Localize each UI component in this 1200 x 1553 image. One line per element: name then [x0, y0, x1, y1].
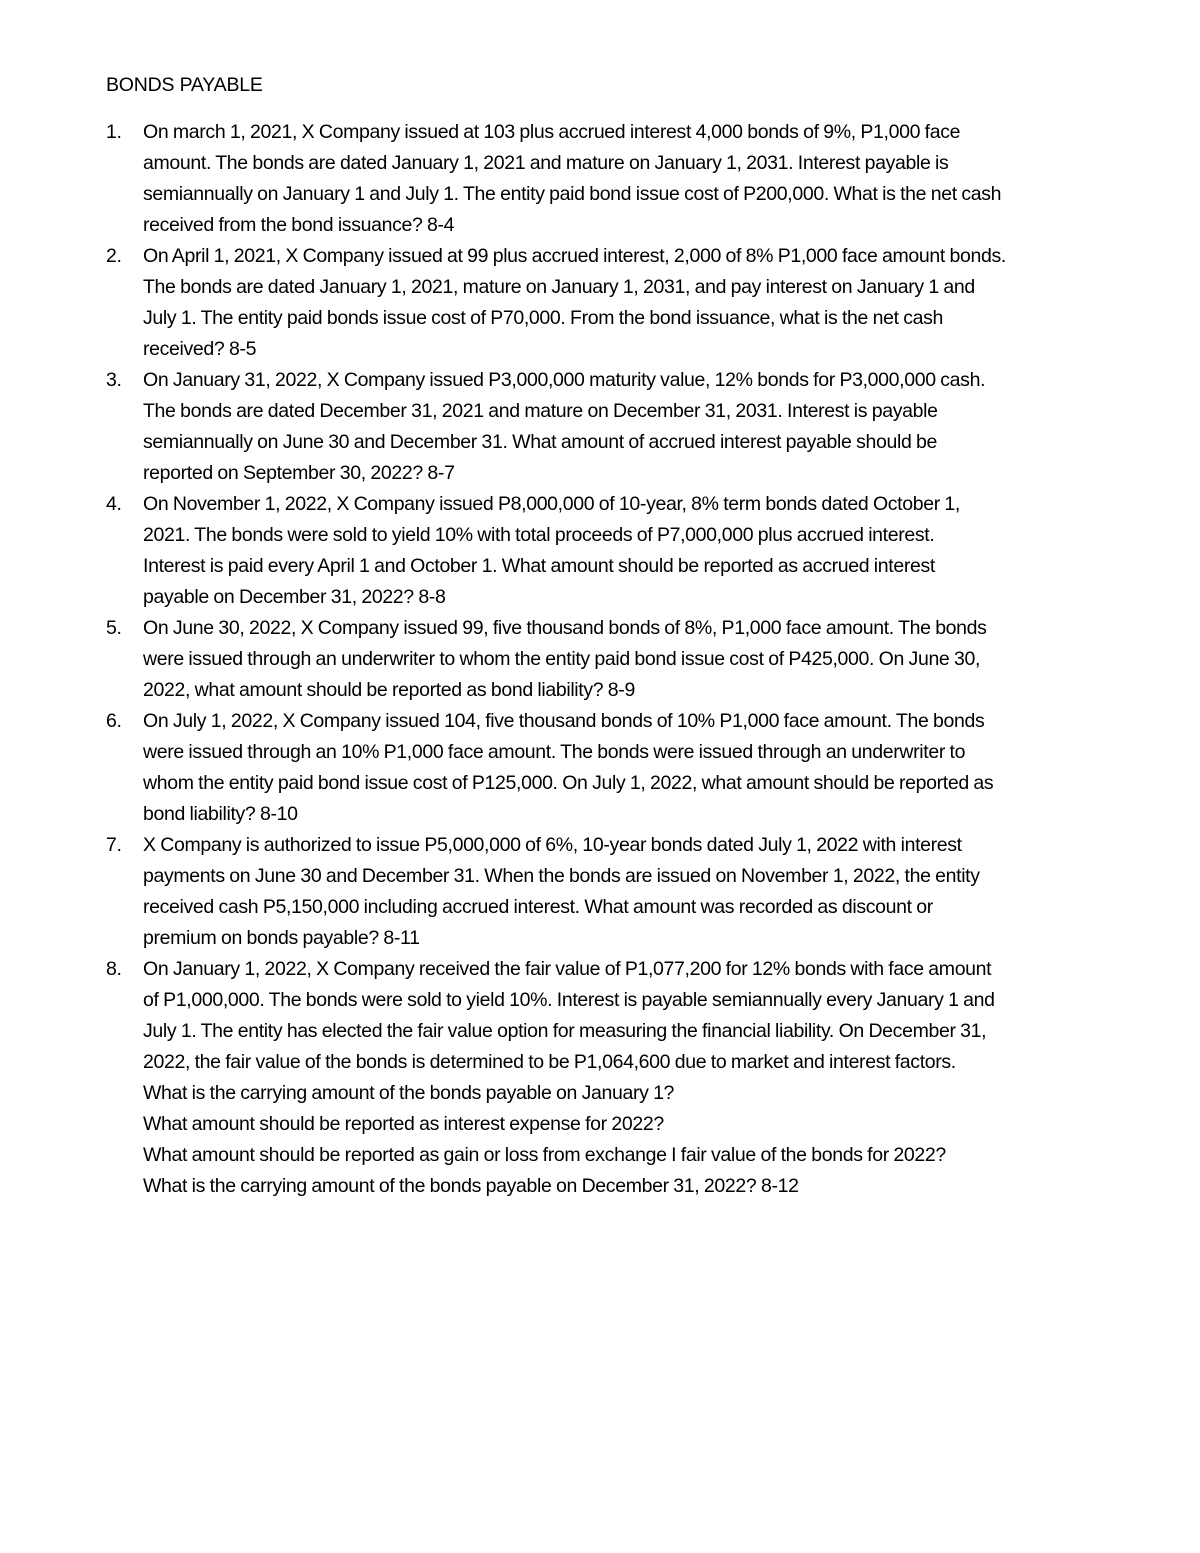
question-text-line: premium on bonds payable? 8-11 [143, 927, 420, 949]
question-text-line: On November 1, 2022, X Company issued P8,000,000 of 10-year, 8% term bonds dated October 1, [143, 493, 960, 515]
document-title: BONDS PAYABLE [106, 74, 263, 96]
question-text-line: July 1. The entity paid bonds issue cost of P70,000. From the bond issuance, what is the net cash [143, 307, 944, 329]
question-text-line: 2022, what amount should be reported as bond liability? 8-9 [143, 679, 635, 701]
question-text-line: What amount should be reported as interest expense for 2022? [143, 1113, 664, 1135]
question-text-line: payments on June 30 and December 31. When the bonds are issued on November 1, 2022, the entity [143, 865, 980, 887]
question-text-line: semiannually on January 1 and July 1. The entity paid bond issue cost of P200,000. What is the net cash [143, 183, 1002, 205]
question-text-line: What is the carrying amount of the bonds payable on January 1? [143, 1082, 675, 1104]
question-item [0, 365, 1200, 489]
question-number: 6. [106, 710, 122, 732]
question-number: 1. [106, 121, 122, 143]
question-text-line: whom the entity paid bond issue cost of P125,000. On July 1, 2022, what amount should be reported as [143, 772, 994, 794]
question-text-line: 2022, the fair value of the bonds is determined to be P1,064,600 due to market and interest factors. [143, 1051, 956, 1073]
question-number: 4. [106, 493, 122, 515]
question-text-line: semiannually on June 30 and December 31. What amount of accrued interest payable should be [143, 431, 938, 453]
question-text-line: bond liability? 8-10 [143, 803, 298, 825]
question-text-line: On July 1, 2022, X Company issued 104, five thousand bonds of 10% P1,000 face amount. The bonds [143, 710, 985, 732]
question-item [0, 954, 1200, 1202]
question-text-line: The bonds are dated January 1, 2021, mature on January 1, 2031, and pay interest on January 1 and [143, 276, 975, 298]
question-text-line: What is the carrying amount of the bonds payable on December 31, 2022? 8-12 [143, 1175, 799, 1197]
question-number: 2. [106, 245, 122, 267]
question-text-line: of P1,000,000. The bonds were sold to yield 10%. Interest is payable semiannually every January 1 and [143, 989, 995, 1011]
question-number: 7. [106, 834, 122, 856]
question-item [0, 706, 1200, 830]
question-text-line: X Company is authorized to issue P5,000,000 of 6%, 10-year bonds dated July 1, 2022 with interest [143, 834, 962, 856]
question-text-line: Interest is paid every April 1 and October 1. What amount should be reported as accrued interest [143, 555, 935, 577]
question-text-line: On June 30, 2022, X Company issued 99, five thousand bonds of 8%, P1,000 face amount. The bonds [143, 617, 987, 639]
question-item [0, 489, 1200, 613]
question-number: 5. [106, 617, 122, 639]
question-text-line: On January 31, 2022, X Company issued P3,000,000 maturity value, 12% bonds for P3,000,000 cash. [143, 369, 986, 391]
question-text-line: received from the bond issuance? 8-4 [143, 214, 455, 236]
question-number: 3. [106, 369, 122, 391]
question-text-line: On march 1, 2021, X Company issued at 103 plus accrued interest 4,000 bonds of 9%, P1,000 face [143, 121, 961, 143]
question-text-line: 2021. The bonds were sold to yield 10% with total proceeds of P7,000,000 plus accrued interest. [143, 524, 935, 546]
question-item [0, 117, 1200, 241]
question-number: 8. [106, 958, 122, 980]
question-text-line: amount. The bonds are dated January 1, 2021 and mature on January 1, 2031. Interest payable is [143, 152, 949, 174]
question-item [0, 241, 1200, 365]
question-item [0, 830, 1200, 954]
question-text-line: received cash P5,150,000 including accrued interest. What amount was recorded as discount or [143, 896, 933, 918]
question-text-line: were issued through an underwriter to whom the entity paid bond issue cost of P425,000. On June 30, [143, 648, 981, 670]
question-text-line: The bonds are dated December 31, 2021 and mature on December 31, 2031. Interest is payable [143, 400, 938, 422]
question-text-line: reported on September 30, 2022? 8-7 [143, 462, 455, 484]
question-text-line: On January 1, 2022, X Company received the fair value of P1,077,200 for 12% bonds with face amount [143, 958, 992, 980]
question-text-line: On April 1, 2021, X Company issued at 99 plus accrued interest, 2,000 of 8% P1,000 face amount bonds. [143, 245, 1006, 267]
question-text-line: What amount should be reported as gain or loss from exchange I fair value of the bonds for 2022? [143, 1144, 946, 1166]
question-item [0, 613, 1200, 706]
question-text-line: payable on December 31, 2022? 8-8 [143, 586, 446, 608]
question-text-line: July 1. The entity has elected the fair value option for measuring the financial liability. On December 31, [143, 1020, 987, 1042]
question-text-line: were issued through an 10% P1,000 face amount. The bonds were issued through an underwriter to [143, 741, 966, 763]
question-list [0, 117, 1200, 1202]
question-text-line: received? 8-5 [143, 338, 257, 360]
